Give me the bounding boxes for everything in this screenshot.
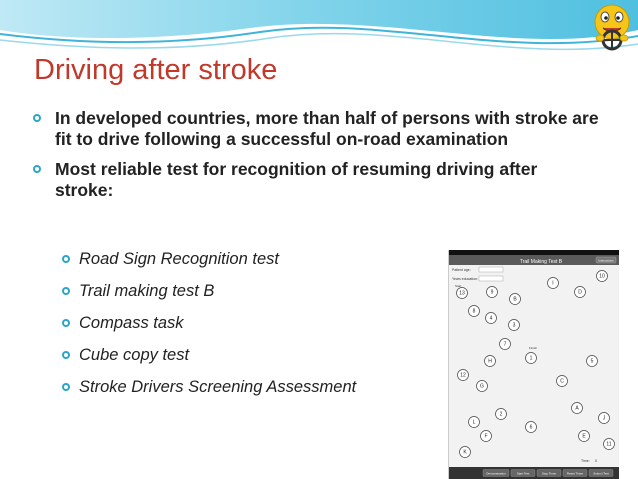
trail-test-canvas [449, 250, 619, 479]
sub-bullet-item [62, 281, 356, 313]
main-bullet-list [30, 108, 600, 210]
trail-node-label: I [552, 280, 554, 287]
trail-nodes [457, 271, 615, 458]
sub-bullet-list [62, 249, 356, 409]
ring-bullet-icon [33, 165, 41, 173]
trail-node-label: 9 [490, 289, 494, 296]
sub-bullet-item [62, 249, 356, 281]
trail-node-label: L [472, 419, 476, 426]
sub-bullet-text: Stroke Drivers Screening Assessment [79, 378, 357, 396]
time-label: Time: [581, 459, 590, 463]
sub-bullet-item [62, 345, 356, 377]
trail-node-label: B [513, 296, 517, 303]
slide-title: Driving after stroke [34, 54, 278, 86]
ring-bullet-icon [62, 319, 70, 327]
trail-test-screenshot [448, 250, 619, 479]
status-bar [449, 250, 619, 255]
trail-node-label: 13 [459, 290, 465, 297]
trail-node-label: A [575, 405, 579, 412]
years-education-label: Years education: [452, 277, 478, 281]
bullet-text: Most reliable test for recognition of resuming driving after stroke: [55, 159, 538, 200]
trail-node-label: G [480, 383, 484, 390]
finish-label: Finish [529, 346, 538, 350]
trail-node-label: C [560, 378, 564, 385]
footer-button-label: Stop Timer [541, 471, 557, 476]
trail-node-label: F [484, 433, 488, 440]
trail-node-label: 3 [512, 322, 516, 329]
start-label: Start [455, 284, 462, 288]
trail-node-label: 6 [529, 424, 533, 431]
ring-bullet-icon [33, 114, 41, 122]
bullet-text: In developed countries, more than half of persons with stroke are fit to drive following a successful on-road examination [55, 108, 599, 149]
trail-node-label: E [582, 433, 586, 440]
patient-age-label: Patient age: [452, 268, 471, 272]
trail-node-label: 5 [590, 358, 594, 365]
test-header-title: Trail Making Test B [519, 259, 563, 265]
footer-button-label: Start Test [516, 471, 530, 476]
top-wave-banner [0, 0, 638, 60]
trail-node-label: 8 [472, 308, 476, 315]
bullet-item [30, 159, 600, 201]
time-value: 0 [595, 459, 597, 463]
trail-node-label: 11 [606, 441, 612, 448]
sub-bullet-item [62, 377, 356, 409]
ring-bullet-icon [62, 255, 70, 263]
sub-bullet-text: Trail making test B [79, 282, 215, 300]
footer-button-label: Submit Test [593, 471, 609, 476]
trail-node-label: 2 [499, 411, 503, 418]
footer-button-label: Demonstration [486, 471, 506, 476]
trail-node-label: 7 [503, 341, 507, 348]
sub-bullet-text: Cube copy test [79, 346, 190, 364]
trail-node-label: J [602, 415, 606, 422]
sub-bullet-text: Road Sign Recognition test [79, 250, 279, 268]
ring-bullet-icon [62, 383, 70, 391]
ring-bullet-icon [62, 287, 70, 295]
trail-node-label: D [578, 289, 582, 296]
trail-node-label: 12 [460, 372, 466, 379]
trail-node-label: K [463, 449, 467, 456]
trail-node-label: 10 [599, 273, 605, 280]
sub-bullet-item [62, 313, 356, 345]
trail-node-label: 1 [529, 355, 533, 362]
driving-emoji-icon [590, 2, 634, 52]
footer-button-label: Reset Timer [566, 471, 584, 476]
ring-bullet-icon [62, 351, 70, 359]
bullet-item [30, 108, 600, 150]
years-education-field[interactable] [479, 276, 503, 281]
trail-node-label: H [488, 358, 492, 365]
footer-buttons [483, 470, 613, 477]
instructions-button-label: Instructions [598, 258, 614, 263]
patient-age-field[interactable] [479, 267, 503, 272]
sub-bullet-text: Compass task [79, 314, 184, 332]
trail-node-label: 4 [489, 315, 493, 322]
